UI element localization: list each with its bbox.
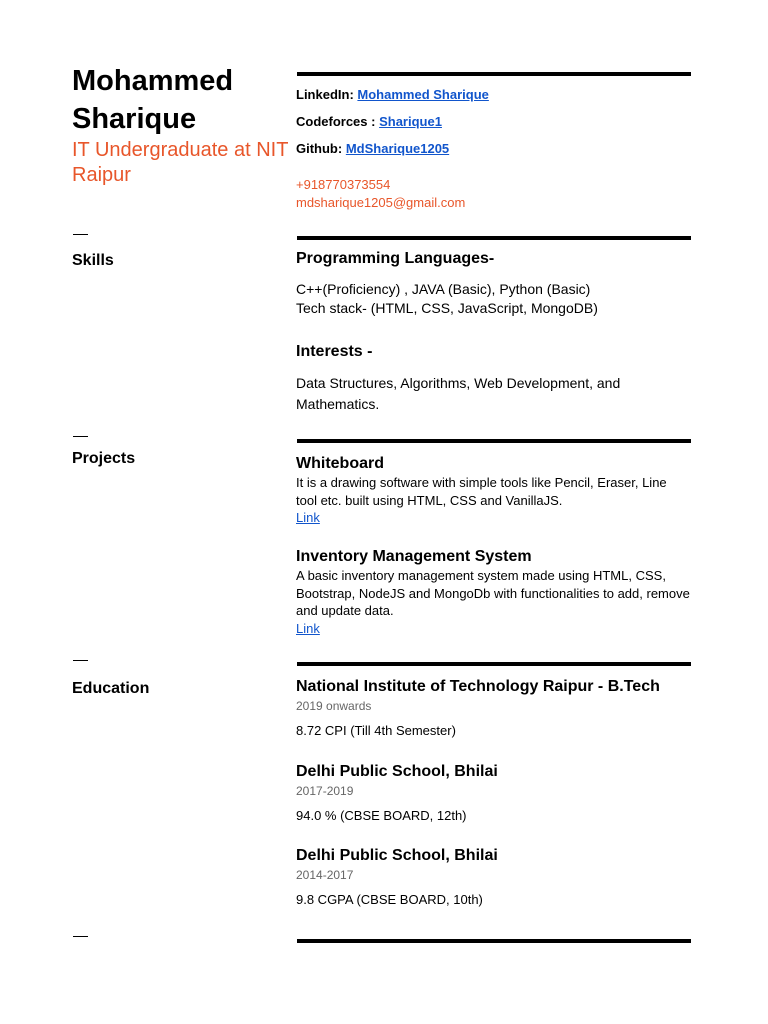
education-result: 9.8 CGPA (CBSE BOARD, 10th) (296, 892, 483, 907)
codeforces-label: Codeforces : (296, 114, 376, 129)
project-item (296, 547, 691, 638)
linkedin-link[interactable]: Mohammed Sharique (357, 87, 489, 102)
languages-heading: Programming Languages- (296, 250, 495, 267)
education-item (296, 677, 696, 740)
divider-rule (297, 236, 691, 240)
school-name: National Institute of Technology Raipur - B.Tech (296, 678, 660, 695)
interests-text: Data Structures, Algorithms, Web Development, and Mathematics. (296, 375, 621, 412)
languages-line-1: C++(Proficiency) , JAVA (Basic), Python (Basic) (296, 281, 591, 297)
candidate-name: Mohammed Sharique (72, 65, 234, 135)
candidate-subtitle: IT Undergraduate at NIT Raipur (72, 139, 289, 186)
section-dash (73, 660, 88, 661)
email-address: mdsharique1205@gmail.com (296, 195, 466, 210)
education-dates: 2014-2017 (296, 868, 354, 882)
education-content (296, 677, 696, 909)
contact-block (296, 86, 696, 212)
divider-rule (297, 72, 691, 76)
project-link[interactable]: Link (296, 620, 320, 636)
skills-section-title: Skills (72, 252, 114, 269)
project-description: It is a drawing software with simple tools like Pencil, Eraser, Line tool etc. built using HTML, CSS and VanillaJS. (296, 475, 667, 508)
github-label: Github: (296, 141, 343, 156)
education-section-title: Education (72, 680, 150, 697)
projects-content (296, 454, 691, 638)
education-result: 8.72 CPI (Till 4th Semester) (296, 723, 456, 738)
codeforces-link[interactable]: Sharique1 (379, 114, 442, 129)
section-dash (73, 436, 88, 437)
linkedin-row (296, 86, 696, 104)
phone-number: +918770373554 (296, 177, 391, 192)
linkedin-label: LinkedIn: (296, 87, 354, 102)
project-title: Inventory Management System (296, 548, 532, 565)
school-name: Delhi Public School, Bhilai (296, 847, 498, 864)
project-title: Whiteboard (296, 455, 384, 472)
education-item (296, 846, 696, 909)
divider-rule (297, 439, 691, 443)
school-name: Delhi Public School, Bhilai (296, 762, 498, 780)
project-link[interactable]: Link (296, 510, 320, 525)
github-link[interactable]: MdSharique1205 (345, 141, 450, 156)
interests-heading: Interests - (296, 343, 373, 360)
education-dates: 2017-2019 (296, 783, 354, 798)
project-item (296, 454, 691, 527)
divider-rule (297, 939, 691, 943)
education-item (296, 762, 696, 825)
education-dates: 2019 onwards (296, 699, 372, 713)
github-row (296, 140, 696, 158)
projects-section-title: Projects (72, 450, 136, 467)
languages-line-2: Tech stack- (HTML, CSS, JavaScript, MongoDB) (296, 300, 598, 316)
education-result: 94.0 % (CBSE BOARD, 12th) (296, 807, 467, 823)
section-dash (73, 234, 88, 235)
section-dash (73, 936, 88, 937)
divider-rule (297, 662, 691, 666)
skills-content (296, 249, 696, 415)
project-description: A basic inventory management system made using HTML, CSS, Bootstrap, NodeJS and MongoDb with functionalities to add, remove and update data. (296, 568, 690, 618)
codeforces-row (296, 113, 696, 131)
